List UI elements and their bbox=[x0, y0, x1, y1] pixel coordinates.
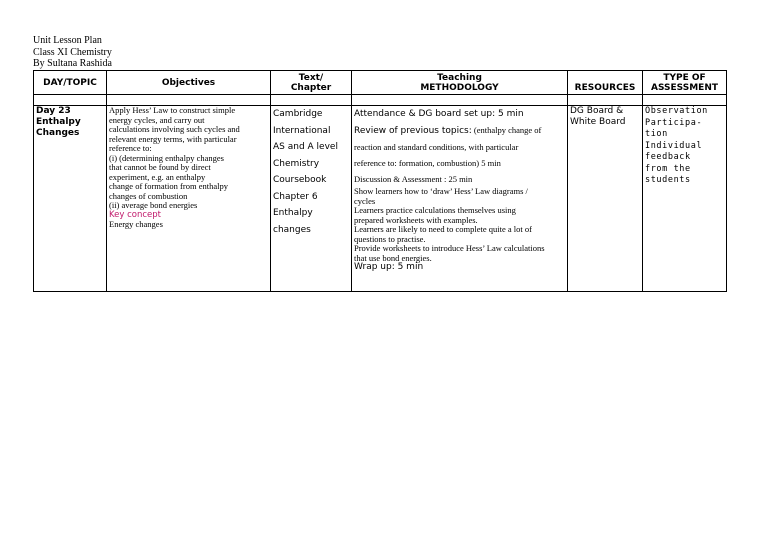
assessment-line: Individual bbox=[645, 140, 703, 151]
day-label: Day 23 bbox=[36, 106, 71, 116]
text-line: International bbox=[273, 125, 331, 136]
assessment-word-from: from bbox=[645, 163, 668, 174]
review-label: Review of previous topics: bbox=[354, 126, 472, 136]
objective-line: change of formation from enthalpy bbox=[109, 181, 228, 191]
assessment-line: Observation bbox=[645, 106, 708, 116]
resource-item: White Board bbox=[570, 117, 626, 127]
col-header-assessment-label: ASSESSMENT bbox=[650, 82, 718, 93]
col-header-resources: RESOURCES bbox=[568, 71, 643, 95]
key-concept-label: Key concept bbox=[109, 209, 162, 220]
methodology-cell bbox=[352, 106, 568, 292]
methodology-step: questions to practise. bbox=[354, 233, 426, 244]
objective-line: (i) (determining enthalpy changes bbox=[109, 152, 224, 163]
header-title: Unit Lesson Plan bbox=[33, 35, 102, 46]
objective-line: (ii) average bond energies bbox=[109, 200, 198, 210]
topic-line1: Enthalpy bbox=[36, 117, 81, 127]
spacer-row bbox=[34, 95, 727, 106]
text-line: Coursebook bbox=[273, 175, 327, 185]
document-header bbox=[33, 35, 112, 70]
methodology-review-line1 bbox=[354, 122, 565, 139]
text-line: AS and A level bbox=[273, 142, 338, 152]
lesson-plan-table bbox=[33, 70, 727, 292]
methodology-step: Learners are likely to need to complete quite a lot of bbox=[354, 224, 532, 234]
objective-line: Apply Hess’ Law to construct simple bbox=[109, 105, 236, 115]
text-line: changes bbox=[273, 224, 311, 235]
objective-line: reference to: bbox=[109, 143, 152, 153]
text-line: Cambridge bbox=[273, 109, 323, 119]
review-detail: (enthalpy change of bbox=[473, 125, 542, 135]
methodology-step: Learners practice calculations themselves using bbox=[354, 205, 516, 215]
assessment-cell bbox=[643, 106, 727, 292]
day-topic-cell bbox=[34, 106, 107, 292]
methodology-attendance: Attendance & DG board set up: 5 min bbox=[354, 109, 524, 119]
methodology-discussion: Discussion & Assessment : 25 min bbox=[354, 174, 473, 184]
text-line: Enthalpy bbox=[273, 208, 313, 218]
objective-line: that cannot be found by direct bbox=[109, 162, 211, 172]
objective-line: relevant energy terms, with particular bbox=[109, 133, 237, 144]
resource-item: DG Board & bbox=[570, 106, 624, 116]
objective-line: experiment, e.g. an enthalpy bbox=[109, 171, 206, 182]
header-author: By Sultana Rashida bbox=[33, 58, 112, 69]
methodology-step: Show learners how to ‘draw’ Hess’ Law diagrams / bbox=[354, 186, 528, 196]
col-header-day: DAY/TOPIC bbox=[34, 71, 107, 95]
methodology-step: that use bond energies. bbox=[354, 252, 432, 263]
methodology-wrap-up: Wrap up: 5 min bbox=[354, 262, 424, 272]
col-header-objectives: Objectives bbox=[107, 71, 271, 95]
objective-line: changes of combustion bbox=[109, 190, 188, 201]
key-concept-value: Energy changes bbox=[109, 219, 163, 229]
objective-line: calculations involving such cycles and bbox=[109, 124, 240, 134]
assessment-line bbox=[645, 164, 724, 176]
text-chapter-cell bbox=[271, 106, 352, 292]
methodology-review-line2: reaction and standard conditions, with particular bbox=[354, 142, 519, 152]
text-line: Chemistry bbox=[273, 158, 320, 169]
assessment-word-the: the bbox=[673, 163, 691, 174]
col-header-teaching: Teaching bbox=[437, 72, 482, 83]
text-line: Chapter 6 bbox=[273, 191, 318, 202]
col-header-text-line1: Text/ bbox=[298, 72, 324, 83]
objective-line: energy cycles, and carry out bbox=[109, 114, 205, 125]
assessment-line: Participa- bbox=[645, 117, 703, 128]
methodology-step: cycles bbox=[354, 195, 376, 206]
methodology-review-line3: reference to: formation, combustion) 5 min bbox=[354, 158, 501, 168]
col-header-methodology-label: METHODOLOGY bbox=[420, 82, 499, 93]
table-header-row bbox=[34, 71, 727, 95]
col-header-text-line2: Chapter bbox=[290, 82, 332, 93]
methodology-step: prepared worksheets with examples. bbox=[354, 214, 478, 225]
topic-line2: Changes bbox=[36, 128, 80, 138]
table-row bbox=[34, 106, 727, 292]
col-header-type: TYPE OF bbox=[663, 72, 706, 83]
col-header-methodology bbox=[352, 71, 568, 95]
col-header-assessment bbox=[643, 71, 727, 95]
header-class: Class XI Chemistry bbox=[33, 46, 112, 58]
resources-cell bbox=[568, 106, 643, 292]
assessment-line: tion bbox=[645, 129, 668, 139]
assessment-line: feedback bbox=[645, 152, 691, 162]
col-header-text-chapter bbox=[271, 71, 352, 95]
assessment-line: students bbox=[645, 175, 691, 185]
methodology-step: Provide worksheets to introduce Hess’ Law calculations bbox=[354, 243, 545, 253]
objectives-cell bbox=[107, 106, 271, 292]
